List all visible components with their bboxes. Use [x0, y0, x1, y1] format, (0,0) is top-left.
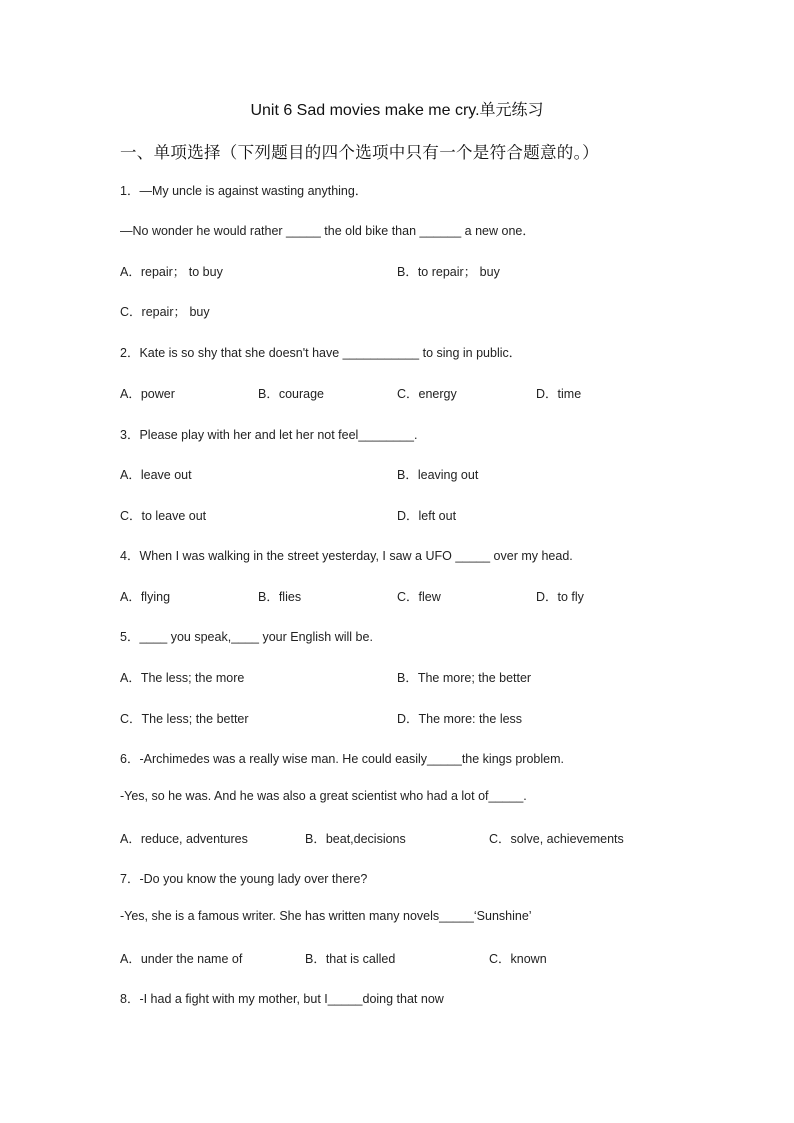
section-heading: 一、单项选择（下列题目的四个选项中只有一个是符合题意的。） [120, 144, 599, 162]
question-1-reply: —No wonder he would rather _____ the old bike than ______ a new one． [120, 224, 535, 238]
question-7-option-c: C．known [489, 952, 547, 966]
question-3-stem: 3．Please play with her and let her not feel________. [120, 428, 418, 442]
question-7-reply: -Yes, she is a famous writer. She has written many novels_____‘Sunshine’ [120, 909, 532, 923]
question-5-option-d: D．The more: the less [397, 712, 523, 726]
question-7-option-b: B．that is called [305, 952, 396, 966]
question-6-stem: 6．-Archimedes was a really wise man. He could easily_____the kings problem. [120, 752, 564, 766]
question-6-option-b: B．beat,decisions [305, 832, 406, 846]
question-2-option-c: C．energy [397, 387, 457, 401]
question-3-option-b: B．leaving out [397, 468, 479, 482]
question-3-option-d: D．left out [397, 509, 457, 523]
question-1-option-a: A．repair； to buy [120, 265, 223, 279]
question-4-option-c: C．flew [397, 590, 441, 604]
question-3-option-c: C．to leave out [120, 509, 207, 523]
question-2-option-d: D．time [536, 387, 582, 401]
question-2-option-a: A．power [120, 387, 175, 401]
question-6-reply: -Yes, so he was. And he was also a great scientist who had a lot of_____. [120, 789, 527, 803]
question-4-option-b: B．flies [258, 590, 302, 604]
question-6-option-c: C．solve, achievements [489, 832, 624, 846]
question-1-option-b: B．to repair； buy [397, 265, 500, 279]
question-7-stem: 7．-Do you know the young lady over there? [120, 872, 368, 886]
question-4-option-a: A．flying [120, 590, 171, 604]
question-2-option-b: B．courage [258, 387, 325, 401]
question-5-option-b: B．The more; the better [397, 671, 532, 685]
question-3-option-a: A．leave out [120, 468, 192, 482]
question-6-option-a: A．reduce, adventures [120, 832, 248, 846]
question-4-stem: 4．When I was walking in the street yesterday, I saw a UFO _____ over my head. [120, 549, 573, 563]
question-2-stem: 2．Kate is so shy that she doesn't have ___________ to sing in public． [120, 346, 522, 360]
question-7-option-a: A．under the name of [120, 952, 243, 966]
question-5-option-a: A．The less; the more [120, 671, 245, 685]
question-5-option-c: C．The less; the better [120, 712, 249, 726]
question-8-stem: 8．-I had a fight with my mother, but I_____doing that now [120, 992, 444, 1006]
question-5-stem: 5．____ you speak,____ your English will be. [120, 630, 373, 644]
document-title: Unit 6 Sad movies make me cry.单元练习 [250, 102, 544, 119]
question-4-option-d: D．to fly [536, 590, 584, 604]
question-1-stem: 1．—My uncle is against wasting anything． [120, 184, 368, 198]
question-1-option-c: C．repair； buy [120, 305, 210, 319]
